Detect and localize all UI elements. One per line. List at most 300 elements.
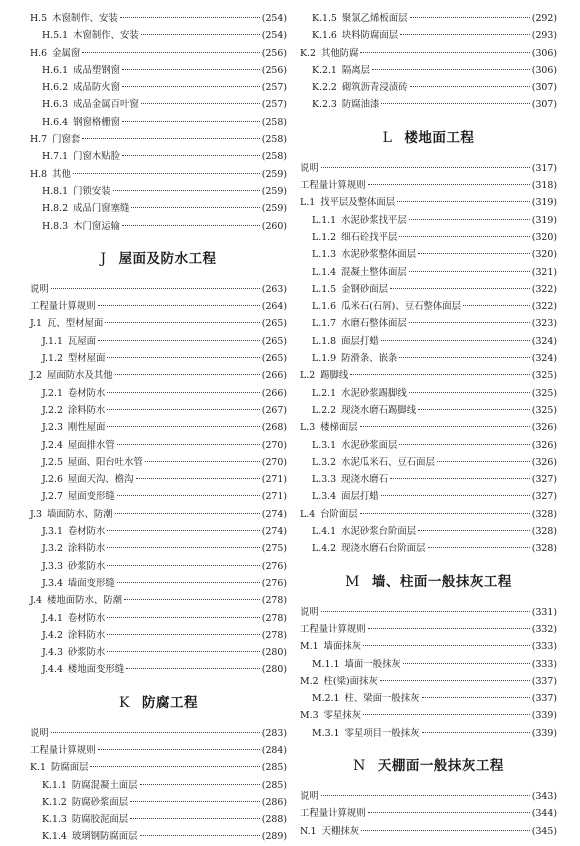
- toc-entry-j-3[interactable]: [30, 506, 287, 523]
- toc-entry-page: (321): [531, 266, 557, 278]
- toc-entry-number: H.7.1: [42, 151, 69, 163]
- chapter-heading-k: [30, 689, 287, 725]
- toc-entry-number: J.3.2: [42, 543, 63, 555]
- toc-entry-title: 台阶面层: [320, 508, 358, 520]
- dot-leader: [141, 103, 260, 104]
- toc-entry-title: 屋面防水及其他: [46, 370, 113, 382]
- dot-leader: [145, 461, 260, 462]
- toc-entry-title: 刚性屋面: [67, 422, 106, 434]
- toc-entry-l-4-2[interactable]: [300, 540, 557, 557]
- toc-entry-l-4[interactable]: [300, 506, 557, 523]
- toc-entry-page: (258): [261, 151, 287, 163]
- dot-leader: [368, 184, 530, 185]
- toc-entry-number: L.2: [300, 370, 316, 382]
- dot-leader: [140, 835, 260, 836]
- chapter-title: 墙、柱面一般抹灰工程: [371, 573, 512, 590]
- toc-entry-k-2[interactable]: [300, 45, 557, 62]
- toc-entry-number: K.2.3: [312, 99, 337, 111]
- toc-entry-number: L.3.4: [312, 491, 337, 503]
- dot-leader: [463, 305, 530, 306]
- toc-entry-page: (325): [531, 370, 557, 382]
- toc-entry-page: (284): [261, 744, 287, 756]
- toc-entry-title: 瓦屋面: [67, 335, 97, 347]
- dot-leader: [422, 697, 530, 698]
- toc-entry-j-2-1[interactable]: [30, 385, 287, 402]
- toc-entry-k-2-3[interactable]: [300, 96, 557, 113]
- dot-leader: [381, 340, 530, 341]
- toc-entry-title: 面层打蜡: [341, 335, 379, 347]
- toc-entry-h-6-1[interactable]: [30, 62, 287, 79]
- toc-entry-l-1-8[interactable]: [300, 333, 557, 350]
- toc-entry-page: (257): [261, 99, 287, 111]
- toc-entry-title: 说明: [300, 790, 319, 802]
- toc-entry-h-7-1[interactable]: [30, 148, 287, 165]
- toc-entry-j-4[interactable]: [30, 592, 287, 609]
- toc-entry-title: 成品门窗塞缝: [73, 203, 130, 215]
- toc-entry-k-1-3[interactable]: [30, 811, 287, 828]
- dot-leader: [107, 547, 259, 548]
- chapter-title: 防腐工程: [141, 694, 198, 711]
- toc-entry-title: 工程量计算规则: [300, 623, 366, 635]
- dot-leader: [321, 795, 530, 796]
- toc-entry-page: (337): [531, 675, 557, 687]
- toc-entry-title: 踢脚线: [320, 370, 349, 382]
- toc-entry-title: 钢窗格栅窗: [73, 116, 120, 128]
- dot-leader: [131, 207, 259, 208]
- toc-entry-l-3[interactable]: [300, 419, 557, 436]
- toc-entry-j-4-3[interactable]: [30, 644, 287, 661]
- dot-leader: [107, 530, 259, 531]
- toc-entry-title: 防腐面层: [50, 762, 89, 774]
- dot-leader: [418, 530, 530, 531]
- toc-entry-j-2[interactable]: [30, 367, 287, 384]
- toc-entry-number: K.1: [30, 762, 46, 774]
- toc-entry-title: 楼地面防水、防潮: [46, 595, 122, 607]
- toc-entry-title: 门窗木贴脸: [73, 151, 120, 163]
- toc-entry-number: H.8.3: [42, 220, 69, 232]
- toc-entry-page: (307): [531, 99, 557, 111]
- toc-entry-k-1-5[interactable]: [300, 10, 557, 27]
- dot-leader: [117, 495, 260, 496]
- chapter-letter: K: [119, 694, 130, 711]
- toc-entry-k-1-6[interactable]: [300, 27, 557, 44]
- toc-entry-page: (328): [531, 508, 557, 520]
- toc-entry-title: 柱(梁)面抹灰: [323, 675, 378, 687]
- toc-entry-number: H.6.1: [42, 64, 69, 76]
- toc-entry-l-4-1[interactable]: [300, 523, 557, 540]
- toc-entry-number: J.1.1: [42, 335, 63, 347]
- toc-entry-j-3-1[interactable]: [30, 523, 287, 540]
- dot-leader: [51, 288, 260, 289]
- chapter-letter: J: [100, 250, 107, 267]
- toc-entry-page: (264): [261, 301, 287, 313]
- dot-leader: [321, 611, 530, 612]
- toc-entry-l-1-6[interactable]: [300, 298, 557, 315]
- toc-entry-number: J.2.5: [42, 456, 63, 468]
- toc-entry-number: L.4.1: [312, 526, 337, 538]
- toc-entry-j-2-2[interactable]: [30, 402, 287, 419]
- toc-entry-title: 楼梯面层: [320, 422, 358, 434]
- dot-leader: [130, 818, 260, 819]
- toc-entry-l-3-3[interactable]: [300, 471, 557, 488]
- toc-entry[interactable]: [30, 725, 287, 742]
- dot-leader: [107, 651, 259, 652]
- toc-entry[interactable]: [30, 298, 287, 315]
- toc-entry-number: J.3: [30, 508, 42, 520]
- toc-entry-number: J.4: [30, 595, 42, 607]
- toc-entry-page: (325): [531, 387, 557, 399]
- dot-leader: [418, 253, 530, 254]
- toc-entry-title: 防腐砂浆面层: [71, 796, 129, 808]
- toc-entry-j-4-1[interactable]: [30, 610, 287, 627]
- toc-entry-title: 砌筑沥青浸渍砖: [341, 82, 408, 94]
- toc-entry-page: (323): [531, 318, 557, 330]
- toc-entry-number: L.4.2: [312, 543, 337, 555]
- toc-entry-k-1[interactable]: [30, 759, 287, 776]
- toc-entry-l-2-2[interactable]: [300, 402, 557, 419]
- toc-entry-title: 找平层及整体面层: [320, 197, 396, 209]
- dot-leader: [437, 461, 530, 462]
- toc-entry[interactable]: [300, 160, 557, 177]
- dot-leader: [372, 69, 530, 70]
- toc-entry-title: 屋面变形缝: [67, 491, 115, 503]
- toc-entry-page: (306): [531, 64, 557, 76]
- toc-entry-number: M.2.1: [312, 693, 340, 705]
- toc-entry-title: 砂浆防水: [67, 560, 106, 572]
- toc-entry-j-2-4[interactable]: [30, 437, 287, 454]
- dot-leader: [368, 812, 530, 813]
- toc-entry-page: (265): [261, 318, 287, 330]
- toc-entry-m-1-1[interactable]: [300, 656, 557, 673]
- toc-entry-page: (263): [261, 283, 287, 295]
- dot-leader: [422, 732, 530, 733]
- toc-entry-page: (325): [531, 404, 557, 416]
- toc-entry-title: 木窗制作、安装: [52, 13, 118, 24]
- chapter-heading-n: [300, 752, 557, 788]
- toc-entry-number: H.8.1: [42, 185, 69, 197]
- toc-entry-page: (266): [261, 387, 287, 399]
- toc-entry-page: (286): [261, 796, 287, 808]
- dot-leader: [136, 478, 260, 479]
- toc-entry-title: 木窗制作、安装: [73, 30, 139, 42]
- dot-leader: [107, 392, 259, 393]
- toc-entry-title: 墙面一般抹灰: [344, 658, 401, 670]
- dot-leader: [122, 155, 260, 156]
- toc-entry-page: (283): [261, 727, 287, 739]
- toc-entry-title: 混凝土整体面层: [341, 266, 407, 278]
- toc-entry-title: 楼地面变形缝: [67, 664, 125, 676]
- toc-entry-title: 细石砼找平层: [341, 231, 398, 243]
- chapter-letter: L: [382, 129, 393, 146]
- toc-entry-page: (337): [531, 693, 557, 705]
- toc-entry-title: 防腐胶泥面层: [71, 814, 129, 826]
- toc-entry-h-5[interactable]: [30, 10, 287, 27]
- toc-entry-page: (327): [531, 474, 557, 486]
- toc-entry-k-2-2[interactable]: [300, 79, 557, 96]
- toc-entry-title: 卷材防水: [67, 526, 106, 538]
- toc-entry-number: L.3: [300, 422, 316, 434]
- toc-entry-j-3-3[interactable]: [30, 558, 287, 575]
- toc-entry-page: (307): [531, 82, 557, 94]
- toc-entry-page: (327): [531, 491, 557, 503]
- toc-entry-page: (278): [261, 629, 287, 641]
- toc-entry-page: (270): [261, 439, 287, 451]
- dot-leader: [105, 322, 260, 323]
- toc-entry-title: 水泥瓜米石、豆石面层: [341, 456, 435, 468]
- toc-entry-page: (317): [531, 162, 557, 174]
- toc-entry-h-6-3[interactable]: [30, 96, 287, 113]
- toc-entry-page: (280): [261, 647, 287, 659]
- toc-entry-number: J.3.1: [42, 526, 63, 538]
- toc-entry-number: H.6.4: [42, 116, 69, 128]
- toc-entry-h-6-2[interactable]: [30, 79, 287, 96]
- dot-leader: [428, 547, 530, 548]
- toc-entry-l-1-1[interactable]: [300, 212, 557, 229]
- toc-entry-l-1-7[interactable]: [300, 315, 557, 332]
- dot-leader: [403, 663, 530, 664]
- toc-entry[interactable]: [300, 177, 557, 194]
- chapter-title: 天棚面一般抹灰工程: [377, 757, 504, 774]
- toc-entry-title: 成品塑钢窗: [73, 64, 120, 76]
- toc-entry[interactable]: [300, 805, 557, 822]
- dot-leader: [361, 830, 530, 831]
- toc-entry-page: (256): [261, 64, 287, 76]
- toc-entry-page: (276): [261, 577, 287, 589]
- toc-entry-number: J.1.2: [42, 353, 63, 365]
- dot-leader: [418, 409, 530, 410]
- toc-entry-number: J.2: [30, 370, 42, 382]
- toc-entry-l-2-1[interactable]: [300, 385, 557, 402]
- dot-leader: [122, 121, 260, 122]
- toc-entry-j-1[interactable]: [30, 315, 287, 332]
- chapter-heading-m: [300, 568, 557, 604]
- toc-entry-j-3-4[interactable]: [30, 575, 287, 592]
- toc-entry-j-2-5[interactable]: [30, 454, 287, 471]
- toc-entry-number: J.2.2: [42, 404, 63, 416]
- toc-entry-m-2-1[interactable]: [300, 690, 557, 707]
- toc-entry-title: 块料防腐面层: [341, 30, 399, 42]
- toc-entry-k-2-1[interactable]: [300, 62, 557, 79]
- toc-entry-page: (333): [531, 641, 557, 653]
- toc-entry-page: (270): [261, 456, 287, 468]
- toc-entry-title: 现浇水磨石踢脚线: [341, 404, 417, 416]
- chapter-title: 楼地面工程: [404, 129, 475, 146]
- toc-entry-title: 木门窗运输: [73, 220, 120, 232]
- toc-entry-l-1-3[interactable]: [300, 246, 557, 263]
- toc-entry-page: (275): [261, 543, 287, 555]
- toc-entry-page: (344): [531, 808, 557, 820]
- dot-leader: [122, 225, 260, 226]
- dot-leader: [410, 86, 530, 87]
- toc-entry-page: (345): [531, 825, 557, 837]
- toc-entry-number: K.2.1: [312, 64, 337, 76]
- toc-entry-h-8-1[interactable]: [30, 183, 287, 200]
- toc-entry-j-1-1[interactable]: [30, 333, 287, 350]
- dot-leader: [115, 513, 260, 514]
- toc-entry-l-2[interactable]: [300, 367, 557, 384]
- toc-entry-title: 工程量计算规则: [30, 301, 96, 313]
- toc-entry-j-2-7[interactable]: [30, 488, 287, 505]
- dot-leader: [117, 444, 260, 445]
- toc-entry-k-1-1[interactable]: [30, 777, 287, 794]
- toc-entry-page: (259): [261, 203, 287, 215]
- toc-entry-number: K.1.1: [42, 779, 67, 791]
- toc-entry-h-5-1[interactable]: [30, 27, 287, 44]
- toc-entry-number: H.5.1: [42, 30, 69, 42]
- toc-entry-page: (289): [261, 831, 287, 843]
- toc-entry-m-3[interactable]: [300, 707, 557, 724]
- dot-leader: [360, 426, 530, 427]
- toc-entry-title: 屋面、阳台吐水管: [67, 456, 143, 468]
- toc-entry-page: (280): [261, 664, 287, 676]
- toc-entry-title: 门窗套: [52, 134, 81, 146]
- dot-leader: [122, 86, 260, 87]
- toc-entry-number: H.7: [30, 134, 48, 146]
- dot-leader: [409, 219, 530, 220]
- toc-entry-number: J.1: [30, 318, 42, 330]
- toc-entry[interactable]: [300, 621, 557, 638]
- toc-entry-h-7[interactable]: [30, 131, 287, 148]
- toc-entry-l-3-2[interactable]: [300, 454, 557, 471]
- toc-entry-l-1-9[interactable]: [300, 350, 557, 367]
- dot-leader: [409, 271, 530, 272]
- toc-entry-l-3-4[interactable]: [300, 488, 557, 505]
- toc-entry-m-3-1[interactable]: [300, 725, 557, 742]
- toc-entry-j-3-2[interactable]: [30, 540, 287, 557]
- toc-entry-number: K.1.5: [312, 13, 337, 24]
- toc-entry-page: (271): [261, 491, 287, 503]
- toc-entry[interactable]: [300, 788, 557, 805]
- toc-entry-page: (332): [531, 623, 557, 635]
- toc-entry-number: K.1.2: [42, 796, 67, 808]
- toc-entry-page: (331): [531, 606, 557, 618]
- toc-column-left: [30, 10, 287, 846]
- toc-entry-k-1-4[interactable]: [30, 828, 287, 845]
- toc-entry-number: H.6.3: [42, 99, 69, 111]
- toc-entry-page: (318): [531, 180, 557, 192]
- toc-entry[interactable]: [300, 604, 557, 621]
- toc-entry-title: 零星抹灰: [323, 710, 362, 722]
- toc-entry-number: J.2.6: [42, 474, 63, 486]
- toc-entry-j-2-6[interactable]: [30, 471, 287, 488]
- toc-entry-title: 聚氯乙烯板面层: [341, 13, 408, 24]
- toc-entry-l-1-2[interactable]: [300, 229, 557, 246]
- toc-entry-page: (324): [531, 353, 557, 365]
- toc-entry-number: H.6.2: [42, 82, 69, 94]
- toc-entry-m-1[interactable]: [300, 638, 557, 655]
- toc-entry-h-6[interactable]: [30, 45, 287, 62]
- toc-entry-number: L.1.7: [312, 318, 337, 330]
- toc-entry-title: 防滑条、嵌条: [341, 353, 398, 365]
- toc-entry[interactable]: [30, 281, 287, 298]
- toc-entry-page: (257): [261, 82, 287, 94]
- dot-leader: [73, 173, 260, 174]
- toc-entry[interactable]: [30, 742, 287, 759]
- dot-leader: [98, 305, 260, 306]
- dot-leader: [399, 357, 529, 358]
- toc-entry-page: (254): [261, 30, 287, 42]
- toc-entry-j-1-2[interactable]: [30, 350, 287, 367]
- toc-entry-number: H.5: [30, 13, 48, 24]
- toc-entry-number: L.2.1: [312, 387, 337, 399]
- toc-entry-number: J.4.3: [42, 647, 63, 659]
- dot-leader: [107, 357, 259, 358]
- toc-entry-l-1-5[interactable]: [300, 281, 557, 298]
- toc-entry-title: 卷材防水: [67, 612, 106, 624]
- chapter-letter: M: [345, 573, 360, 590]
- toc-entry-page: (274): [261, 508, 287, 520]
- toc-entry-title: 水泥砂浆找平层: [341, 214, 407, 226]
- toc-entry-number: K.2: [300, 47, 316, 59]
- dot-leader: [120, 17, 260, 18]
- dot-leader: [321, 167, 530, 168]
- toc-entry-title: 水泥砂浆踢脚线: [341, 387, 407, 399]
- toc-entry-page: (292): [531, 13, 557, 24]
- toc-entry-j-4-2[interactable]: [30, 627, 287, 644]
- toc-entry-number: K.1.6: [312, 30, 337, 42]
- toc-entry-l-1-4[interactable]: [300, 264, 557, 281]
- toc-entry-number: J.2.4: [42, 439, 63, 451]
- toc-entry-title: 零星项目一般抹灰: [344, 727, 420, 739]
- toc-entry-title: 涂料防水: [67, 404, 106, 416]
- toc-entry-m-2[interactable]: [300, 673, 557, 690]
- toc-entry-title: 工程量计算规则: [30, 744, 96, 756]
- toc-entry-page: (278): [261, 612, 287, 624]
- dot-leader: [130, 801, 260, 802]
- toc-entry-page: (288): [261, 814, 287, 826]
- toc-entry-title: 说明: [300, 606, 319, 618]
- toc-entry-number: H.6: [30, 47, 48, 59]
- toc-entry-j-2-3[interactable]: [30, 419, 287, 436]
- toc-entry-number: L.1.4: [312, 266, 337, 278]
- toc-entry-page: (259): [261, 168, 287, 180]
- toc-entry-k-1-2[interactable]: [30, 794, 287, 811]
- dot-leader: [107, 634, 259, 635]
- toc-entry-page: (260): [261, 220, 287, 232]
- toc-entry-number: J.2.7: [42, 491, 63, 503]
- toc-entry-page: (265): [261, 353, 287, 365]
- toc-entry-h-8-3[interactable]: [30, 218, 287, 235]
- dot-leader: [409, 392, 530, 393]
- toc-entry-number: J.3.3: [42, 560, 63, 572]
- dot-leader: [400, 34, 530, 35]
- toc-entry-number: L.3.1: [312, 439, 337, 451]
- toc-entry-number: L.1.8: [312, 335, 337, 347]
- toc-entry-title: 其他防腐: [320, 47, 359, 59]
- toc-entry-page: (276): [261, 560, 287, 572]
- toc-entry-h-8[interactable]: [30, 166, 287, 183]
- toc-entry-number: K.1.3: [42, 814, 67, 826]
- toc-entry-j-4-4[interactable]: [30, 661, 287, 678]
- toc-entry-page: (266): [261, 370, 287, 382]
- toc-entry-h-6-4[interactable]: [30, 114, 287, 131]
- toc-entry-page: (320): [531, 231, 557, 243]
- dot-leader: [140, 784, 260, 785]
- toc-entry-h-8-2[interactable]: [30, 200, 287, 217]
- toc-entry-page: (322): [531, 283, 557, 295]
- toc-entry-title: 门锁安装: [73, 185, 111, 197]
- toc-entry-l-3-1[interactable]: [300, 437, 557, 454]
- toc-entry-l-1[interactable]: [300, 194, 557, 211]
- toc-entry-title: 成品防火窗: [73, 82, 120, 94]
- toc-entry-n-1[interactable]: [300, 823, 557, 840]
- toc-entry-title: 水泥砂浆台阶面层: [341, 526, 417, 538]
- toc-entry-page: (339): [531, 727, 557, 739]
- toc-entry-page: (319): [531, 214, 557, 226]
- toc-entry-page: (271): [261, 474, 287, 486]
- dot-leader: [363, 645, 530, 646]
- toc-entry-page: (258): [261, 134, 287, 146]
